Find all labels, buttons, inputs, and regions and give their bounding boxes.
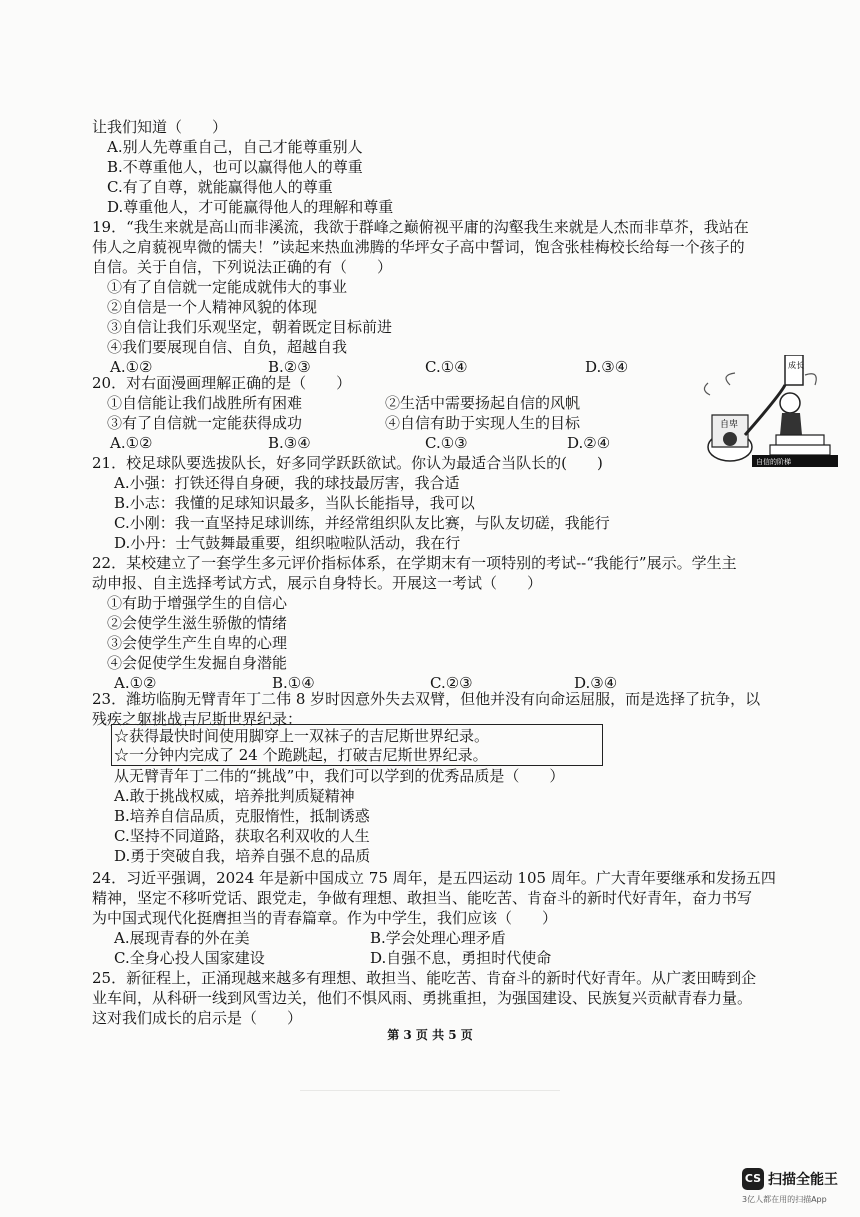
- text-line: D.尊重他人，才可能赢得他人的理解和尊重: [107, 198, 394, 216]
- text-line: C.有了自尊，就能赢得他人的尊重: [107, 178, 333, 196]
- text-line: 23．潍坊临朐无臂青年丁二伟 8 岁时因意外失去双臂，但他并没有向命运屈服，而是选择了抗争，以: [92, 690, 761, 708]
- scanner-logo: [742, 1168, 842, 1210]
- text-line: 为中国式现代化挺膺担当的青春篇章。作为中学生，我们应该（ ）: [92, 909, 558, 927]
- answer-option: A.①②: [114, 674, 157, 692]
- text-line: 残疾之躯挑战吉尼斯世界纪录：: [92, 710, 303, 728]
- text-line: ①有助于增强学生的自信心: [107, 594, 288, 612]
- logo-name: 扫描全能王: [768, 1172, 838, 1188]
- text-line: D.小丹：士气鼓舞最重要，组织啦啦队活动，我在行: [114, 534, 461, 552]
- text-line: C.全身心投人国家建设: [114, 949, 265, 967]
- text-line: ③有了自信就一定能获得成功: [107, 414, 303, 432]
- cartoon-sign: 成长: [788, 361, 804, 370]
- text-line: 24．习近平强调，2024 年是新中国成立 75 周年，是五四运动 105 周年。广大青年要继承和发扬五四: [92, 869, 776, 887]
- text-line: 让我们知道（ ）: [92, 118, 228, 136]
- text-line: A.展现青春的外在美: [114, 929, 250, 947]
- text-line: A.敢于挑战权威，培养批判质疑精神: [114, 787, 355, 805]
- cartoon-arrow-label: 自卑: [720, 420, 739, 430]
- text-line: A.别人先尊重自己，自己才能尊重别人: [107, 138, 363, 156]
- text-line: 动申报、自主选择考试方式，展示自身特长。开展这一考试（ ）: [92, 574, 543, 592]
- logo-subtitle: 3亿人都在用的扫描App: [742, 1195, 827, 1204]
- text-line: 19．“我生来就是高山而非溪流，我欲于群峰之巅俯视平庸的沟壑我生来就是人杰而非草芥，我站在: [92, 218, 749, 236]
- text-line: D.自强不息，勇担时代使命: [370, 949, 552, 967]
- text-line: ②会使学生滋生骄傲的情绪: [107, 614, 288, 632]
- text-line: 22．某校建立了一套学生多元评价指标体系，在学期末有一项特别的考试--“我能行”展示。学生主: [92, 554, 737, 572]
- cartoon-base-label: 自信的阶梯: [756, 458, 791, 466]
- text-line: ③自信让我们乐观坚定，朝着既定目标前进: [107, 318, 393, 336]
- answer-option: B.③④: [268, 434, 311, 452]
- answer-option: C.②③: [430, 674, 473, 692]
- answer-option: B.①④: [272, 674, 315, 692]
- text-line: ②自信是一个人精神风貌的体现: [107, 298, 318, 316]
- answer-option: D.③④: [574, 674, 618, 692]
- text-line: 25．新征程上，正涌现越来越多有理想、敢担当、能吃苦、肯奋斗的新时代好青年。从广袤田畴到企: [92, 969, 757, 987]
- text-line: ③会使学生产生自卑的心理: [107, 634, 288, 652]
- text-line: 自信。关于自信，下列说法正确的有（ ）: [92, 258, 393, 276]
- answer-option: A.①②: [110, 358, 153, 376]
- self-confidence-cartoon: [690, 355, 840, 470]
- answer-option: B.②③: [268, 358, 311, 376]
- text-line: 伟人之肩藐视卑微的懦夫！”读起来热血沸腾的华坪女子高中誓词，饱含张桂梅校长给每一个孩子的: [92, 238, 745, 256]
- text-line: D.勇于突破自我，培养自强不息的品质: [114, 847, 371, 865]
- text-line: ☆一分钟内完成了 24 个跪跳起，打破吉尼斯世界纪录。: [114, 746, 488, 764]
- page-footer: 第 3 页 共 5 页: [387, 1028, 473, 1042]
- text-line: ☆获得最快时间使用脚穿上一双袜子的吉尼斯世界纪录。: [114, 727, 490, 745]
- text-line: 21．校足球队要选拔队长，好多同学跃跃欲试。你认为最适合当队长的( ): [92, 454, 603, 472]
- answer-option: D.③④: [585, 358, 629, 376]
- text-line: ④会促使学生发掘自身潜能: [107, 654, 288, 672]
- text-line: 从无臂青年丁二伟的“挑战”中，我们可以学到的优秀品质是（ ）: [114, 767, 565, 785]
- text-line: ①有了自信就一定能成就伟大的事业: [107, 278, 348, 296]
- text-line: B.不尊重他人，也可以赢得他人的尊重: [107, 158, 363, 176]
- cs-logo-icon: CS: [742, 1168, 764, 1190]
- text-line: ②生活中需要扬起自信的风帆: [385, 394, 581, 412]
- text-line: B.学会处理心理矛盾: [370, 929, 506, 947]
- text-line: C.小刚：我一直坚持足球训练，并经常组织队友比赛，与队友切磋，我能行: [114, 514, 610, 532]
- text-line: A.小强：打铁还得自身硬，我的球技最厉害，我合适: [114, 474, 460, 492]
- text-line: B.小志：我懂的足球知识最多，当队长能指导，我可以: [114, 494, 475, 512]
- text-line: ①自信能让我们战胜所有困难: [107, 394, 303, 412]
- answer-option: A.①②: [110, 434, 153, 452]
- text-line: ④我们要展现自信、自负，超越自我: [107, 338, 348, 356]
- records-box: [111, 724, 603, 766]
- scan-artifact-line: [300, 1090, 560, 1091]
- answer-option: C.①③: [425, 434, 468, 452]
- text-line: C.坚持不同道路，获取名利双收的人生: [114, 827, 370, 845]
- text-line: 业车间，从科研一线到风雪边关，他们不惧风雨、勇挑重担，为强国建设、民族复兴贡献青春力量。: [92, 989, 753, 1007]
- text-line: ④自信有助于实现人生的目标: [385, 414, 581, 432]
- text-line: 20．对右面漫画理解正确的是（ ）: [92, 374, 352, 392]
- text-line: 精神，坚定不移听党话、跟党走，争做有理想、敢担当、能吃苦、肯奋斗的新时代好青年，奋力书写: [92, 889, 753, 907]
- text-line: 这对我们成长的启示是（ ）: [92, 1009, 303, 1027]
- answer-option: D.②④: [567, 434, 611, 452]
- answer-option: C.①④: [425, 358, 468, 376]
- text-line: B.培养自信品质，克服惰性，抵制诱惑: [114, 807, 370, 825]
